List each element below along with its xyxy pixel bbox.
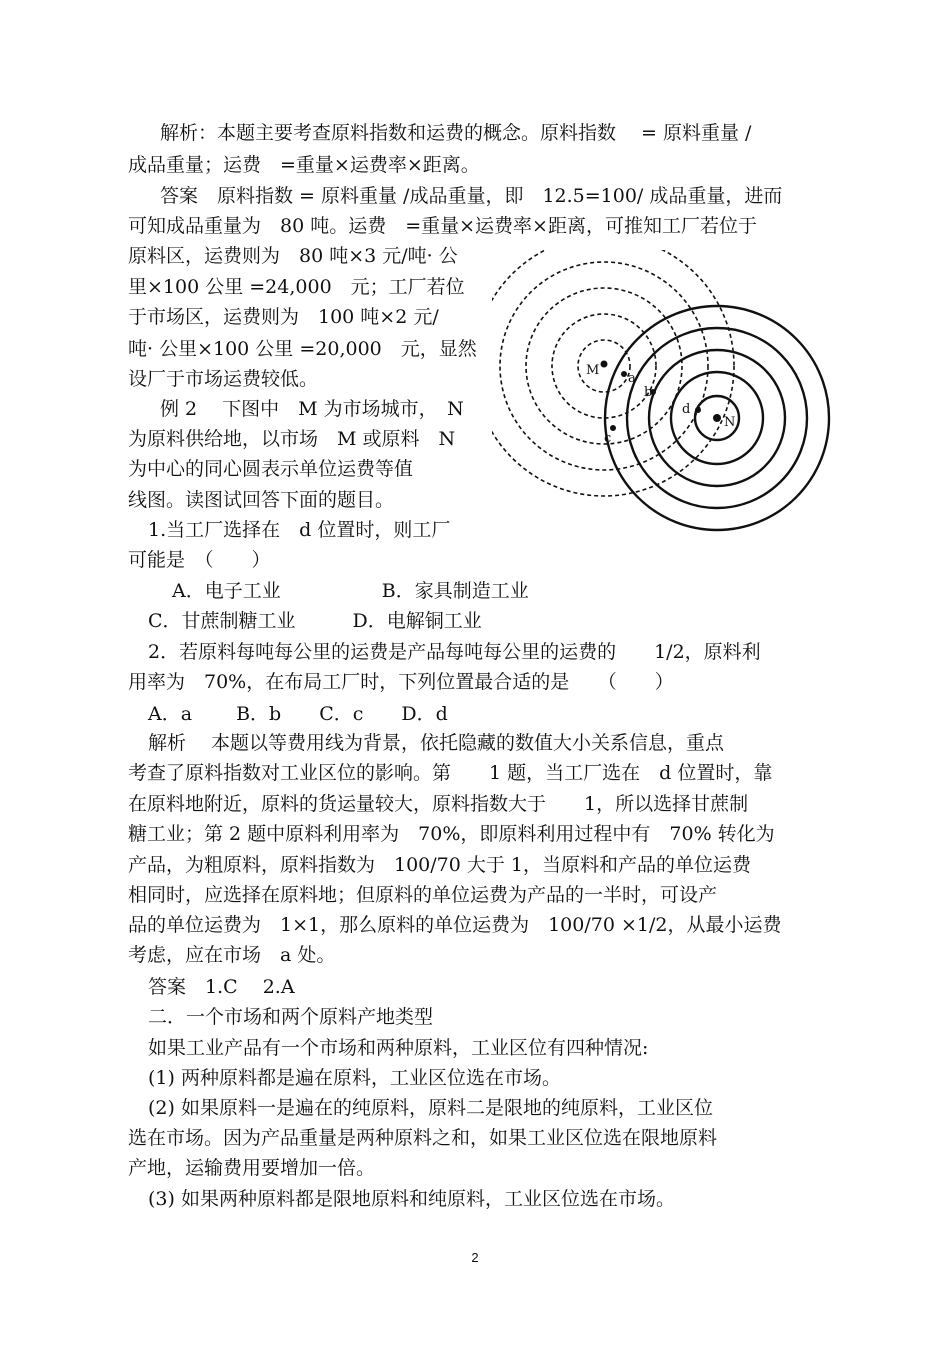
text-line: 里×100 公里 =24,000 元；工厂若位 — [128, 276, 465, 298]
text-line: 2．若原料每吨每公里的运费是产品每吨每公里的运费的 1/2，原料利 — [148, 641, 761, 663]
label-d: d — [682, 402, 691, 417]
text-line: 品的单位运费为 1×1，那么原料的单位运费为 100/70 ×1/2，从最小运费 — [128, 914, 782, 936]
point-d — [695, 407, 701, 413]
text-line: 可知成品重量为 80 吨。运费 =重量×运费率×距离，可推知工厂若位于 — [128, 215, 757, 237]
text-line: 产地，运输费用要增加一倍。 — [128, 1157, 376, 1179]
text-line: 于市场区，运费则为 100 吨×2 元/ — [128, 306, 439, 328]
text-line: 可能是 （ ） — [128, 549, 271, 571]
text-line: 吨· 公里×100 公里 =20,000 元，显然 — [128, 338, 477, 360]
text-line: (3) 如果两种原料都是限地原料和纯原料，工业区位选在市场。 — [148, 1188, 675, 1210]
text-line: 成品重量；运费 =重量×运费率×距离。 — [128, 154, 480, 176]
label-n: N — [724, 415, 736, 430]
text-line: 二．一个市场和两个原料产地类型 — [148, 1006, 434, 1028]
text-line: 答案 1.C 2.A — [148, 976, 295, 998]
text-line: A．电子工业 B．家具制造工业 — [172, 580, 529, 602]
text-line: 在原料地附近，原料的货运量较大，原料指数大于 1，所以选择甘蔗制 — [128, 793, 749, 815]
text-line: 选在市场。因为产品重量是两种原料之和，如果工业区位选在限地原料 — [128, 1127, 718, 1149]
text-line: 解析 本题以等费用线为背景，依托隐藏的数值大小关系信息，重点 — [148, 732, 725, 754]
text-line: A．a B．b C．c D．d — [148, 703, 448, 725]
text-line: 答案 原料指数 = 原料重量 /成品重量，即 12.5=100/ 成品重量，进而 — [160, 185, 783, 207]
market-point — [601, 361, 608, 368]
text-line: 相同时，应选择在原料地；但原料的单位运费为产品的一半时，可设产 — [128, 884, 718, 906]
text-line: 原料区，运费则为 80 吨×3 元/吨· 公 — [128, 245, 458, 267]
text-line: 线图。读图试回答下面的题目。 — [128, 489, 395, 511]
label-m: M — [586, 363, 600, 378]
text-line: 为原料供给地，以市场 M 或原料 N — [128, 428, 456, 450]
text-line: 设厂于市场运费较低。 — [128, 368, 319, 390]
text-line: 考虑，应在市场 a 处。 — [128, 944, 336, 966]
text-line: C．甘蔗制糖工业 D．电解铜工业 — [148, 610, 482, 632]
text-line: 解析：本题主要考查原料指数和运费的概念。原料指数 = 原料重量 / — [160, 122, 752, 144]
isoline-figure — [492, 250, 832, 550]
text-line: (1) 两种原料都是遍在原料，工业区位选在市场。 — [148, 1067, 561, 1089]
text-line: 糖工业；第 2 题中原料利用率为 70%，即原料利用过程中有 70% 转化为 — [128, 823, 775, 845]
text-line: 为中心的同心圆表示单位运费等值 — [128, 458, 414, 480]
text-line: 考查了原料指数对工业区位的影响。第 1 题，当工厂选在 d 位置时，靠 — [128, 762, 773, 784]
text-line: (2) 如果原料一是遍在的纯原料，原料二是限地的纯原料，工业区位 — [148, 1097, 713, 1119]
text-line: 1.当工厂选择在 d 位置时，则工厂 — [148, 519, 451, 541]
text-line: 如果工业产品有一个市场和两种原料，工业区位有四种情况: — [148, 1037, 649, 1059]
text-line: 产品，为粗原料，原料指数为 100/70 大于 1，当原料和产品的单位运费 — [128, 854, 752, 876]
point-a — [621, 371, 627, 377]
label-a: a — [628, 371, 636, 386]
page-number: 2 — [471, 1250, 479, 1265]
label-b: b — [644, 385, 653, 400]
label-c: c — [604, 431, 612, 446]
source-point — [713, 414, 721, 422]
text-line: 用率为 70%，在布局工厂时，下列位置最合适的是 （ ） — [128, 671, 674, 693]
text-line: 例 2 下图中 M 为市场城市， N — [160, 398, 464, 420]
